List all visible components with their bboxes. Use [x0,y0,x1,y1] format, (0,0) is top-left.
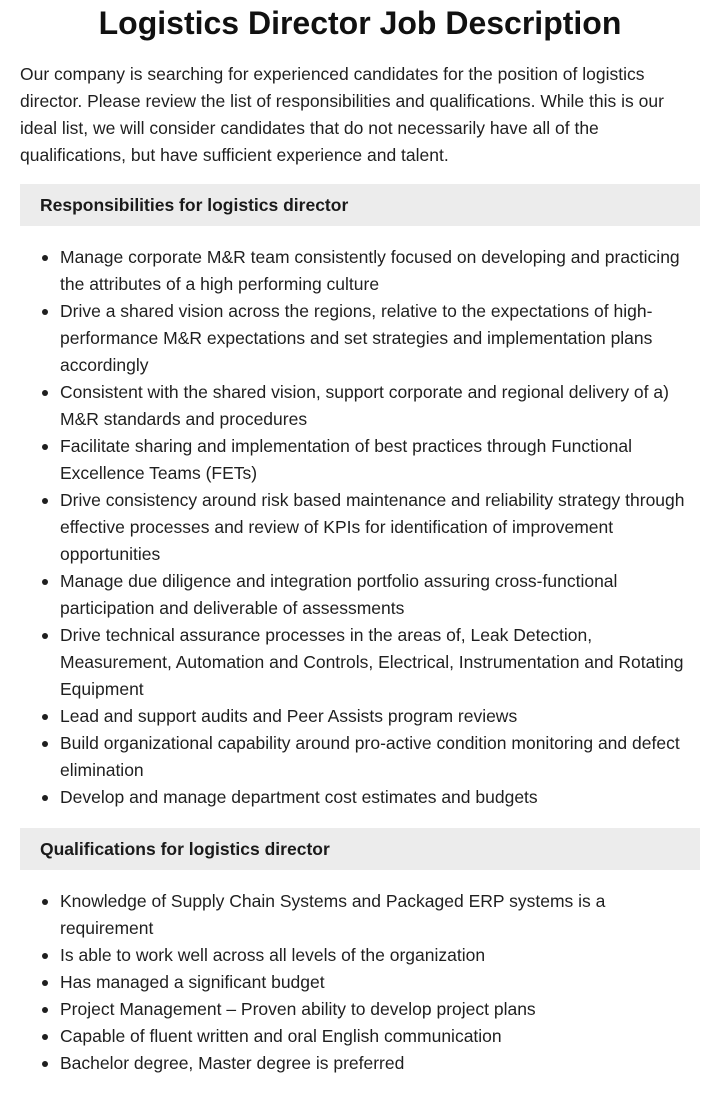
responsibilities-heading: Responsibilities for logistics director [20,184,700,226]
qualifications-heading: Qualifications for logistics director [20,828,700,870]
list-item: Lead and support audits and Peer Assists program reviews [60,703,700,730]
list-item: Consistent with the shared vision, support corporate and regional delivery of a) M&R standards and procedures [60,379,700,433]
list-item: Develop and manage department cost estimates and budgets [60,784,700,811]
list-item: Bachelor degree, Master degree is preferred [60,1050,700,1077]
list-item: Is able to work well across all levels of the organization [60,942,700,969]
list-item: Manage due diligence and integration portfolio assuring cross-functional participation and deliverable of assessments [60,568,700,622]
list-item: Project Management – Proven ability to develop project plans [60,996,700,1023]
list-item: Drive a shared vision across the regions, relative to the expectations of high-performance M&R expectations and set strategies and implementation plans accordingly [60,298,700,379]
list-item: Drive technical assurance processes in the areas of, Leak Detection, Measurement, Automation and Controls, Electrical, Instrumentation and Rotating Equipment [60,622,700,703]
list-item: Capable of fluent written and oral English communication [60,1023,700,1050]
page-title: Logistics Director Job Description [98,5,622,41]
list-item: Drive consistency around risk based maintenance and reliability strategy through effective processes and review of KPIs for identification of improvement opportunities [60,487,700,568]
list-item: Knowledge of Supply Chain Systems and Packaged ERP systems is a requirement [60,888,700,942]
intro-paragraph: Our company is searching for experienced candidates for the position of logistics director. Please review the list of responsibilities and qualifications. While this is our ideal list, we will consider candidates that do not necessarily have all of the qualifications, but have sufficient experience and talent. [20,64,664,165]
qualifications-list [20,888,700,1077]
list-item: Build organizational capability around pro-active condition monitoring and defect elimination [60,730,700,784]
list-item: Manage corporate M&R team consistently focused on developing and practicing the attributes of a high performing culture [60,244,700,298]
list-item: Facilitate sharing and implementation of best practices through Functional Excellence Teams (FETs) [60,433,700,487]
list-item: Has managed a significant budget [60,969,700,996]
responsibilities-list [20,244,700,811]
